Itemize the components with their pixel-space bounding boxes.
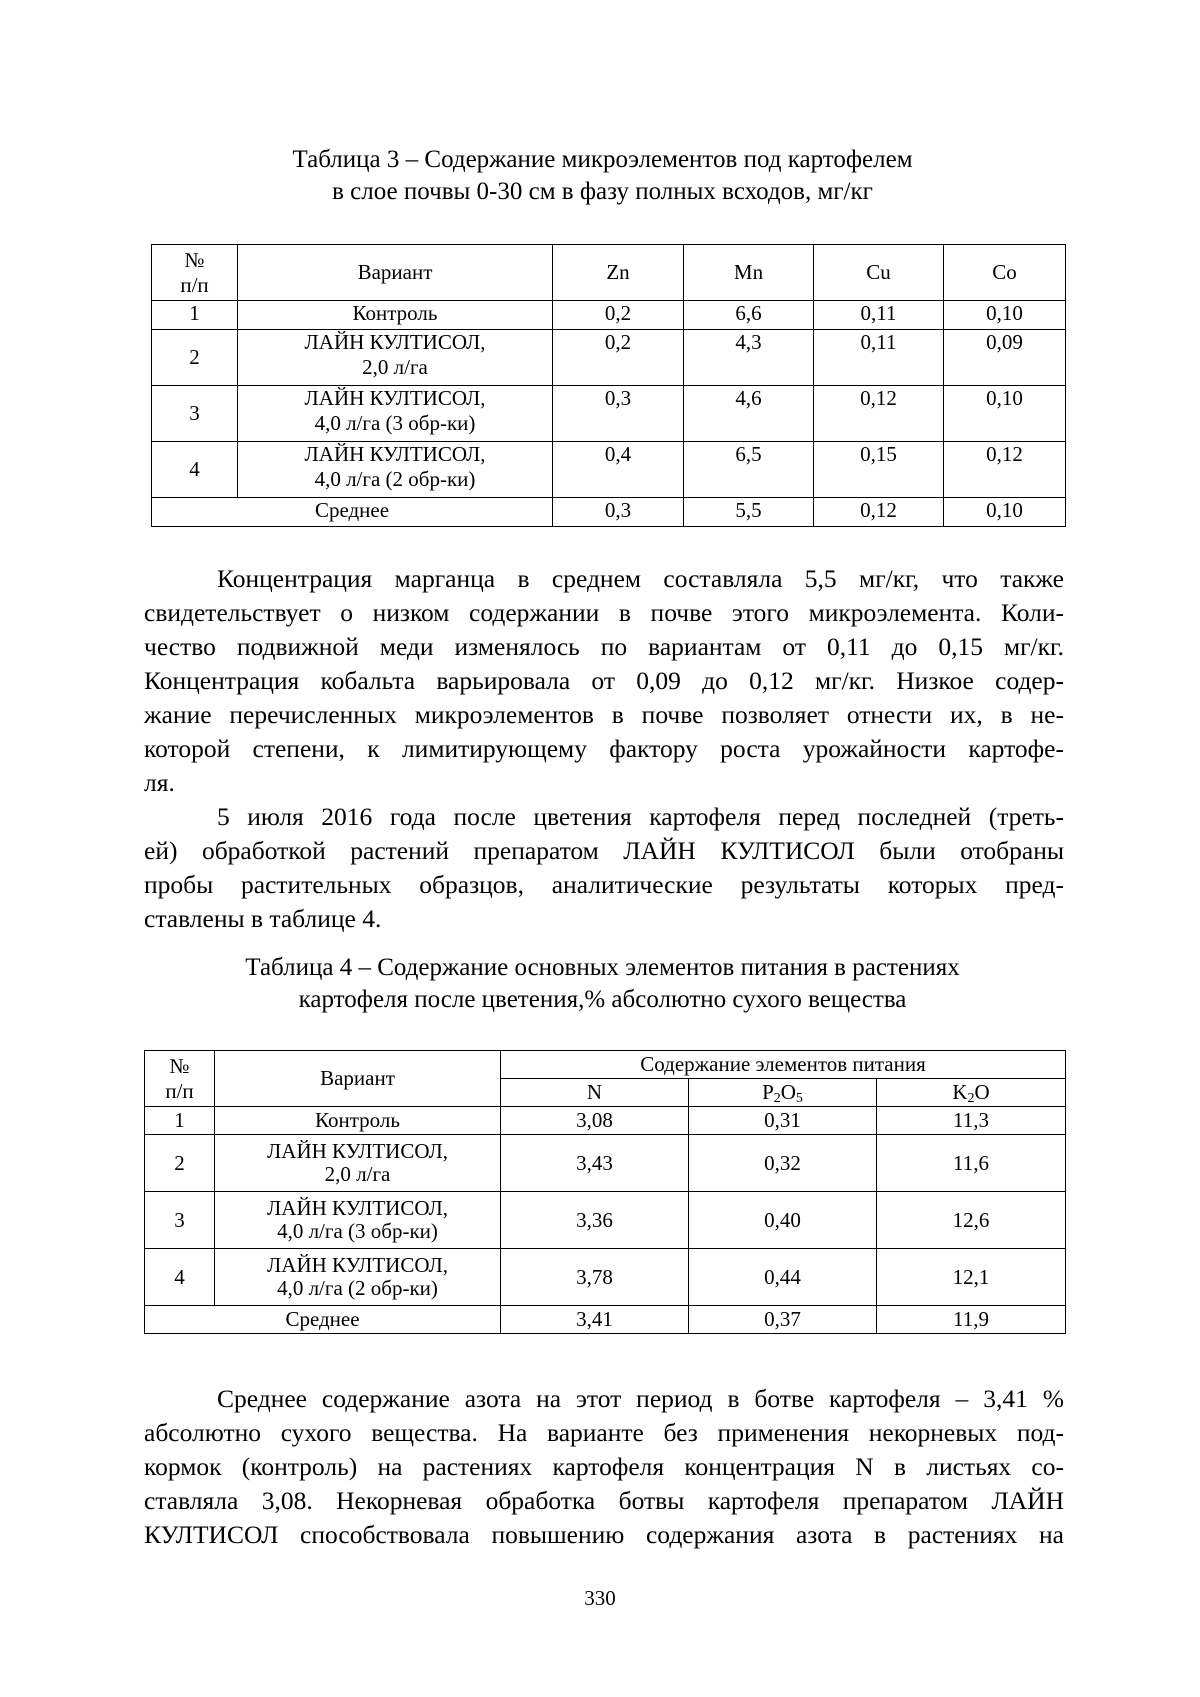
row-mn: 6,5 bbox=[684, 442, 814, 498]
row-num: 4 bbox=[145, 1249, 215, 1306]
row-zn: 0,2 bbox=[553, 330, 684, 386]
table3-header-cu: Cu bbox=[814, 245, 944, 301]
mean-label: Среднее bbox=[152, 498, 553, 527]
row-k2o: 11,3 bbox=[877, 1107, 1066, 1135]
table-row bbox=[152, 442, 1066, 498]
table-row bbox=[145, 1107, 1066, 1135]
row-mn: 6,6 bbox=[684, 301, 814, 330]
row-variant: ЛАЙН КУЛТИСОЛ, 4,0 л/га (2 обр-ки) bbox=[215, 1249, 501, 1306]
text-line: чество подвижной меди изменялось по вариантам от 0,11 до 0,15 мг/кг. bbox=[144, 632, 1064, 661]
table3-caption-line2: в слое почвы 0-30 см в фазу полных всходов, мг/кг bbox=[332, 178, 873, 205]
table3-caption bbox=[140, 144, 1065, 208]
body-paragraph-2 bbox=[144, 1382, 1064, 1552]
mean-n: 3,41 bbox=[501, 1306, 689, 1334]
text-line: жание перечисленных микроэлементов в почве позволяет отнести их, в не- bbox=[144, 700, 1064, 729]
body-paragraph-1 bbox=[144, 562, 1064, 936]
row-cu: 0,15 bbox=[814, 442, 944, 498]
row-k2o: 12,6 bbox=[877, 1192, 1066, 1249]
text-line: 5 июля 2016 года после цветения картофеля перед последней (треть- bbox=[217, 802, 1064, 831]
table4-header-group: Содержание элементов питания bbox=[501, 1051, 1066, 1079]
row-variant: ЛАЙН КУЛТИСОЛ, 4,0 л/га (3 обр-ки) bbox=[238, 386, 553, 442]
text-line: ставляла 3,08. Некорневая обработка ботвы картофеля препаратом ЛАЙН bbox=[144, 1486, 1064, 1515]
row-cu: 0,12 bbox=[814, 386, 944, 442]
mean-k2o: 11,9 bbox=[877, 1306, 1066, 1334]
row-mn: 4,6 bbox=[684, 386, 814, 442]
mean-cu: 0,12 bbox=[814, 498, 944, 527]
row-co: 0,09 bbox=[944, 330, 1066, 386]
row-n: 3,43 bbox=[501, 1135, 689, 1192]
table4-caption bbox=[140, 952, 1065, 1016]
row-p2o5: 0,40 bbox=[689, 1192, 877, 1249]
mean-mn: 5,5 bbox=[684, 498, 814, 527]
text-line: Концентрация кобальта варьировала от 0,09 до 0,12 мг/кг. Низкое содер- bbox=[144, 666, 1064, 695]
text-line: ей) обработкой растений препаратом ЛАЙН КУЛТИСОЛ были отобраны bbox=[144, 836, 1064, 865]
row-variant: ЛАЙН КУЛТИСОЛ, 4,0 л/га (3 обр-ки) bbox=[215, 1192, 501, 1249]
row-co: 0,10 bbox=[944, 386, 1066, 442]
text-line: кормок (контроль) на растениях картофеля концентрация N в листьях со- bbox=[144, 1452, 1064, 1481]
row-num: 1 bbox=[145, 1107, 215, 1135]
row-p2o5: 0,31 bbox=[689, 1107, 877, 1135]
table3-mean-row bbox=[152, 498, 1066, 527]
table-row bbox=[145, 1249, 1066, 1306]
row-k2o: 12,1 bbox=[877, 1249, 1066, 1306]
row-num: 3 bbox=[145, 1192, 215, 1249]
table4 bbox=[144, 1050, 1066, 1334]
text-line: Концентрация марганца в среднем составляла 5,5 мг/кг, что также bbox=[217, 564, 1064, 593]
mean-p2o5: 0,37 bbox=[689, 1306, 877, 1334]
text-line: абсолютно сухого вещества. На варианте без применения некорневых под- bbox=[144, 1418, 1064, 1447]
row-p2o5: 0,32 bbox=[689, 1135, 877, 1192]
mean-label: Среднее bbox=[145, 1306, 501, 1334]
row-k2o: 11,6 bbox=[877, 1135, 1066, 1192]
row-variant: ЛАЙН КУЛТИСОЛ, 2,0 л/га bbox=[215, 1135, 501, 1192]
row-p2o5: 0,44 bbox=[689, 1249, 877, 1306]
table4-caption-line2: картофеля после цветения,% абсолютно сухого вещества bbox=[298, 986, 907, 1013]
row-n: 3,08 bbox=[501, 1107, 689, 1135]
row-zn: 0,2 bbox=[553, 301, 684, 330]
row-variant: ЛАЙН КУЛТИСОЛ, 2,0 л/га bbox=[238, 330, 553, 386]
table3-header-zn: Zn bbox=[553, 245, 684, 301]
table3 bbox=[151, 244, 1066, 527]
text-line: пробы растительных образцов, аналитические результаты которых пред- bbox=[144, 870, 1064, 899]
text-line: свидетельствует о низком содержании в почве этого микроэлемента. Коли- bbox=[144, 598, 1064, 627]
text-line: Среднее содержание азота на этот период в ботве картофеля – 3,41 % bbox=[217, 1384, 1064, 1413]
row-zn: 0,3 bbox=[553, 386, 684, 442]
table4-header-row bbox=[145, 1051, 1066, 1079]
table4-header-p2o5: $P_2O_5$ bbox=[689, 1079, 877, 1107]
text-line: ля. bbox=[144, 768, 175, 797]
row-num: 4 bbox=[152, 442, 238, 498]
table4-caption-line1: Таблица 4 – Содержание основных элементов питания в растениях bbox=[245, 954, 960, 981]
text-line: ставлены в таблице 4. bbox=[144, 904, 382, 933]
table3-header-mn: Mn bbox=[684, 245, 814, 301]
row-co: 0,12 bbox=[944, 442, 1066, 498]
table-row bbox=[152, 301, 1066, 330]
table4-header-num: № п/п bbox=[145, 1051, 215, 1107]
table-row bbox=[152, 386, 1066, 442]
table-row bbox=[145, 1135, 1066, 1192]
text-line: которой степени, к лимитирующему фактору роста урожайности картофе- bbox=[144, 734, 1064, 763]
table3-header-co: Co bbox=[944, 245, 1066, 301]
row-cu: 0,11 bbox=[814, 301, 944, 330]
mean-zn: 0,3 bbox=[553, 498, 684, 527]
table3-header-variant: Вариант bbox=[238, 245, 553, 301]
table4-mean-row bbox=[145, 1306, 1066, 1334]
row-num: 2 bbox=[145, 1135, 215, 1192]
table-row bbox=[152, 330, 1066, 386]
row-num: 3 bbox=[152, 386, 238, 442]
row-num: 1 bbox=[152, 301, 238, 330]
table3-header-num: № п/п bbox=[152, 245, 238, 301]
mean-co: 0,10 bbox=[944, 498, 1066, 527]
table3-header-row bbox=[152, 245, 1066, 301]
row-n: 3,36 bbox=[501, 1192, 689, 1249]
table3-caption-line1: Таблица 3 – Содержание микроэлементов под картофелем bbox=[292, 146, 913, 173]
row-n: 3,78 bbox=[501, 1249, 689, 1306]
row-variant: Контроль bbox=[215, 1107, 501, 1135]
table4-header-k2o: $K_2O$ bbox=[877, 1079, 1066, 1107]
table-row bbox=[145, 1192, 1066, 1249]
table4-header-n: N bbox=[501, 1079, 689, 1107]
row-mn: 4,3 bbox=[684, 330, 814, 386]
table4-header-variant: Вариант bbox=[215, 1051, 501, 1107]
row-cu: 0,11 bbox=[814, 330, 944, 386]
text-line: КУЛТИСОЛ способствовала повышению содержания азота в растениях на bbox=[144, 1520, 1064, 1549]
row-num: 2 bbox=[152, 330, 238, 386]
row-variant: ЛАЙН КУЛТИСОЛ, 4,0 л/га (2 обр-ки) bbox=[238, 442, 553, 498]
row-co: 0,10 bbox=[944, 301, 1066, 330]
page-number: 330 bbox=[584, 1586, 616, 1610]
row-variant: Контроль bbox=[238, 301, 553, 330]
row-zn: 0,4 bbox=[553, 442, 684, 498]
